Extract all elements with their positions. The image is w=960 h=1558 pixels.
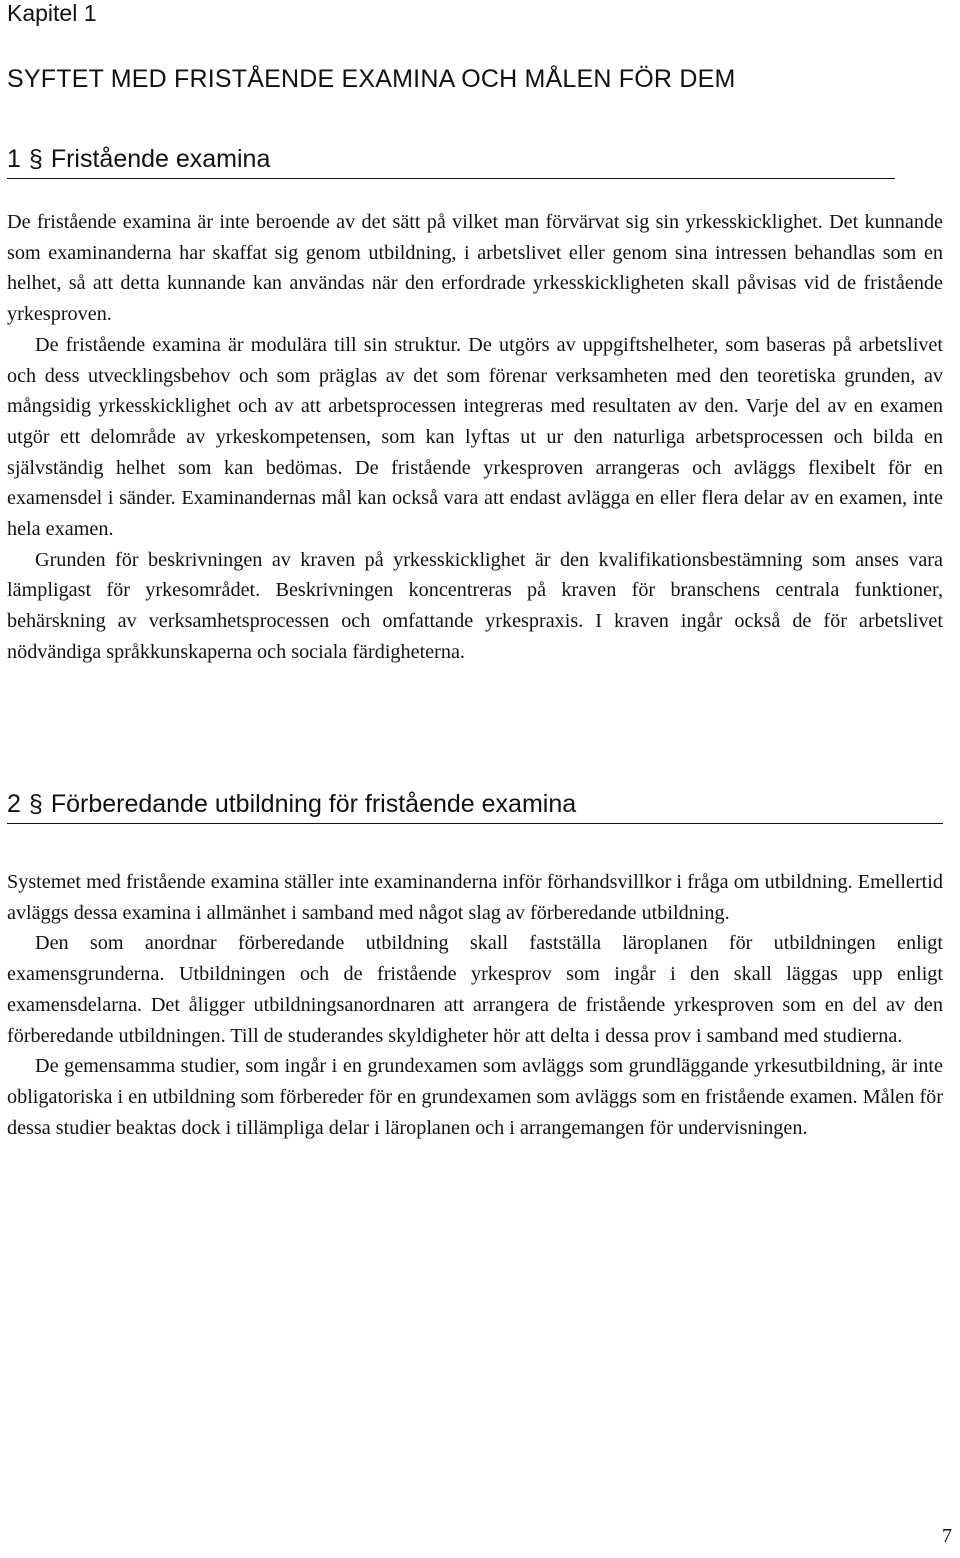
page-number: 7 (942, 1525, 952, 1547)
document-title: SYFTET MED FRISTÅENDE EXAMINA OCH MÅLEN FÖR DEM (7, 65, 736, 93)
paragraph: Systemet med fristående examina ställer inte examinanderna inför förhandsvillkor i fråga om utbildning. Emellertid avläggs dessa examina i allmänhet i samband med något slag av förberedande utbildning. (7, 871, 943, 924)
paragraph: De fristående examina är inte beroende av det sätt på vilket man förvärvat sig sin yrkesskicklighet. Det kunnande som examinanderna har skaffat sig genom utbildning, i arbetslivet eller genom sina intressen behandlas som en helhet, så att detta kunnande kan användas när den erfordrade yrkesskickligheten skall påvisas vid de fristående yrkesproven. (7, 211, 943, 326)
paragraph: Grunden för beskrivningen av kraven på yrkesskicklighet är den kvalifikationsbestämning som anses vara lämpligast för yrkesområdet. Beskrivningen koncentreras på kraven för branschens centrala funktioner, behärskning av verksamhetsprocessen och omfattande yrkespraxis. I kraven ingår också de för arbetslivet nödvändiga språkkunskaperna och sociala färdigheterna. (7, 548, 943, 663)
section-heading-text: Fristående examina (50, 145, 271, 173)
paragraph: Den som anordnar förberedande utbildning skall fastställa läroplanen för utbildningen enligt examensgrunderna. Utbildningen och de fristående yrkesprov som ingår i den skall läggas upp enligt examensdelarna. Det åligger utbildningsanordnaren att arrangera de fristående yrkesproven som en del av den förberedande utbildningen. Till de studerandes skyldigheter hör att delta i dessa prov i samband med studierna. (7, 932, 943, 1047)
section-heading-2 (7, 787, 943, 824)
section-2-body (7, 867, 943, 1143)
section-heading-text: Förberedande utbildning för fristående examina (50, 790, 577, 818)
section-heading-1 (7, 142, 895, 179)
paragraph: De fristående examina är modulära till sin struktur. De utgörs av uppgiftshelheter, som baseras på arbetslivet och dess utvecklingsbehov och som präglas av det som förenar verksamheten med den teoretiska grunden, av mångsidig yrkesskicklighet och av att arbetsprocessen integreras med resultaten av den. Varje del av en examen utgör ett delområde av yrkeskompetensen, som kan lyftas ut ur den naturliga arbetsprocessen och bilda en självständig helhet som kan bedömas. De fristående yrkesproven arrangeras och avläggs flexibelt för en examensdel i sänder. Examinandernas mål kan också vara att endast avlägga en eller flera delar av en examen, inte hela examen. (7, 333, 943, 541)
section-1-body (7, 207, 943, 668)
section-number: 2 (7, 790, 21, 818)
chapter-label: Kapitel 1 (7, 0, 97, 26)
section-number: 1 (7, 145, 21, 173)
paragraph-symbol: § (28, 790, 43, 818)
paragraph-symbol: § (28, 145, 43, 173)
paragraph: De gemensamma studier, som ingår i en grundexamen som avläggs som grundläggande yrkesutbildning, är inte obligatoriska i en utbildning som förbereder för en grundexamen som avläggs som en fristående examen. Målen för dessa studier beaktas dock i tillämpliga delar i läroplanen och i arrangemangen för undervisningen. (7, 1055, 943, 1139)
